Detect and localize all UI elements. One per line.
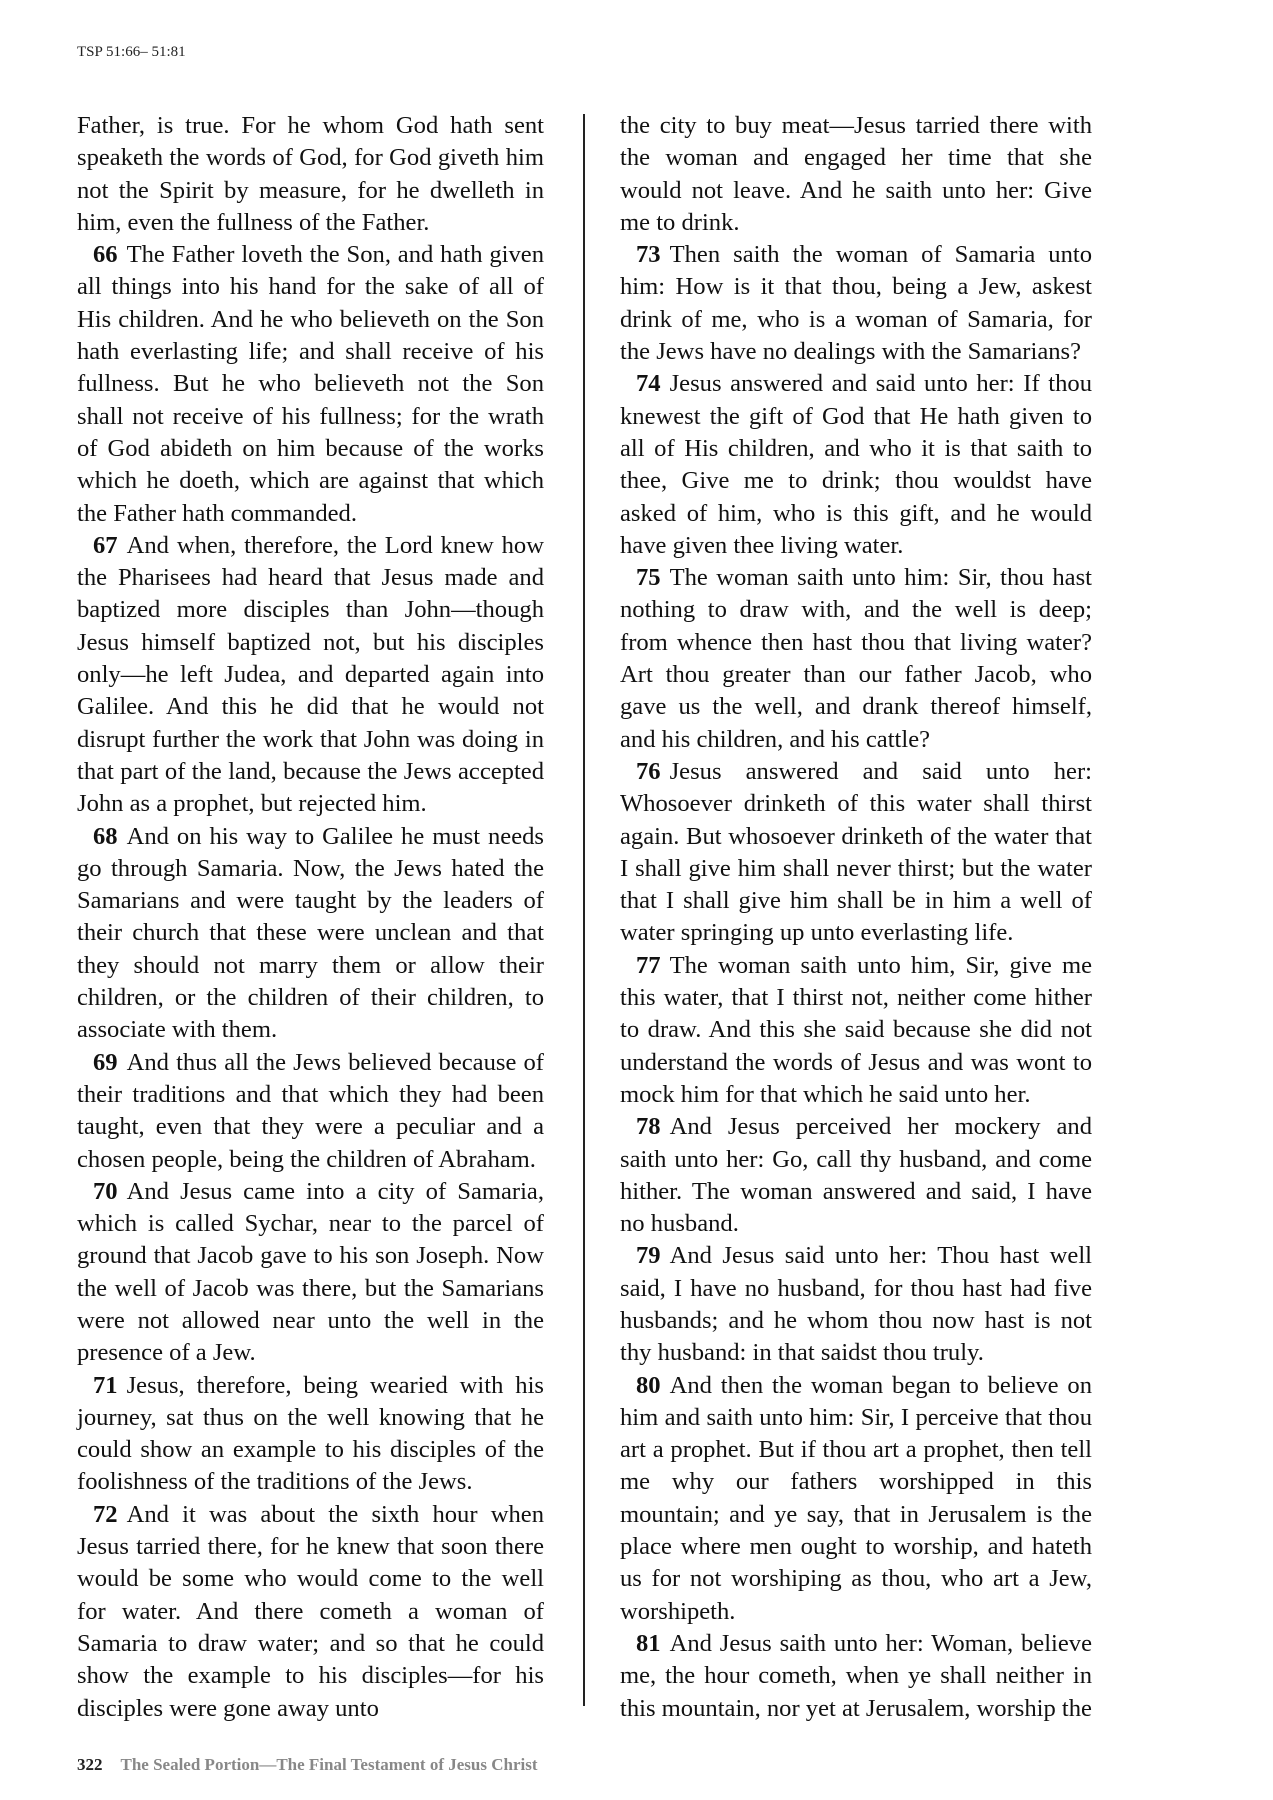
verse-number: 77 (636, 951, 661, 979)
verse (620, 756, 1092, 950)
verse-text: And Jesus said unto her: Thou hast well said, I have no husband, for thou hast had five husbands; and he whom thou now hast is not thy husband: in that saidst thou truly. (620, 1242, 1092, 1367)
verse-text: Jesus answered and said unto her: Whosoever drinketh of this water shall thirst again. But whosoever drinketh of the water that I shall give him shall never thirst; but the water that I shall give him shall be in him a well of water springing up unto everlasting life. (620, 757, 1092, 947)
right-column (620, 110, 1092, 1725)
verse (620, 950, 1092, 1111)
verse (77, 1499, 544, 1725)
verse-number: 68 (93, 822, 118, 850)
continuation-text: Father, is true. For he whom God hath sent speaketh the words of God, for God giveth him not the Spirit by measure, for he dwelleth in him, even the fullness of the Father. (77, 112, 544, 236)
verse-number: 80 (636, 1371, 661, 1399)
verse (77, 1047, 544, 1176)
verse-number: 67 (93, 531, 118, 559)
running-head: TSP 51:66– 51:81 (77, 44, 186, 60)
verse-number: 73 (636, 241, 661, 269)
verse-text: The woman saith unto him: Sir, thou hast nothing to draw with, and the well is deep; from whence then hast thou that living water? Art thou greater than our father Jacob, who gave us the well, and drank thereof himself, and his children, and his cattle? (620, 564, 1092, 753)
verse (77, 530, 544, 821)
verse (620, 1370, 1092, 1628)
verse (77, 1176, 544, 1370)
verse (620, 239, 1092, 368)
verse-number: 72 (93, 1500, 118, 1528)
verse (620, 368, 1092, 562)
verse (77, 821, 544, 1047)
verse-text: And when, therefore, the Lord knew how the Pharisees had heard that Jesus made and baptized more disciples than John—though Jesus himself baptized not, but his disciples only—he left Judea, and departed again into Galilee. And this he did that he would not disrupt further the work that John was doing in that part of the land, because the Jews accepted John as a prophet, but rejected him. (77, 531, 544, 818)
book-title: The Sealed Portion—The Final Testament of Jesus Christ (120, 1755, 538, 1774)
verse-text: And Jesus saith unto her: Woman, believe me, the hour cometh, when ye shall neither in this mountain, nor yet at Jerusalem, worship the (620, 1629, 1092, 1722)
page-footer (77, 1755, 538, 1775)
verse-text: And then the woman began to believe on him and saith unto him: Sir, I perceive that thou art a prophet. But if thou art a prophet, then tell me why our fathers worshipped in this mountain; and ye say, that in Jerusalem is the place where men ought to worship, and hateth us for not worshiping as thou, who art a Jew, worshipeth. (620, 1371, 1092, 1625)
verse-number: 70 (93, 1177, 118, 1205)
verse (620, 1240, 1092, 1369)
verse-text: And thus all the Jews believed because of their traditions and that which they had been taught, even that they were a peculiar and a chosen people, being the children of Abraham. (77, 1048, 544, 1173)
verse-number: 74 (636, 370, 661, 398)
verse-number: 81 (636, 1629, 661, 1657)
column-divider (583, 114, 585, 1706)
verse-number: 66 (93, 241, 118, 269)
continuation-text: the city to buy meat—Jesus tarried there with the woman and engaged her time that she would not leave. And he saith unto her: Give me to drink. (620, 112, 1092, 236)
verse-number: 76 (636, 757, 661, 785)
verse-text: And on his way to Galilee he must needs go through Samaria. Now, the Jews hated the Samarians and were taught by the leaders of their church that these were unclean and that they should not marry them or allow their children, or the children of their children, to associate with them. (77, 822, 544, 1044)
verse-number: 71 (93, 1371, 118, 1399)
verse (620, 1111, 1092, 1240)
verse (620, 1628, 1092, 1725)
verse-text: The woman saith unto him, Sir, give me this water, that I thirst not, neither come hither to draw. And this she said because she did not understand the words of Jesus and was wont to mock him for that which he said unto her. (620, 951, 1092, 1108)
verse-text: Jesus answered and said unto her: If thou knewest the gift of God that He hath given to all of His children, and who it is that saith to thee, Give me to drink; thou wouldst have asked of him, who is this gift, and he would have given thee living water. (620, 370, 1092, 559)
left-column (77, 110, 544, 1725)
verse-text: And Jesus came into a city of Samaria, which is called Sychar, near to the parcel of ground that Jacob gave to his son Joseph. Now the well of Jacob was there, but the Samarians were not allowed near unto the well in the presence of a Jew. (77, 1177, 544, 1367)
verse-number: 79 (636, 1242, 661, 1270)
verse-number: 69 (93, 1048, 118, 1076)
verse (77, 239, 544, 530)
verse (77, 1370, 544, 1499)
verse-number: 75 (636, 564, 661, 592)
verse-number: 78 (636, 1113, 661, 1141)
verse (620, 562, 1092, 756)
verse-text: And Jesus perceived her mockery and saith unto her: Go, call thy husband, and come hither. The woman answered and said, I have no husband. (620, 1113, 1092, 1238)
verse-text: Jesus, therefore, being wearied with his journey, sat thus on the well knowing that he could show an example to his disciples of the foolishness of the traditions of the Jews. (77, 1371, 544, 1496)
page-number: 322 (77, 1755, 103, 1774)
verse-text: And it was about the sixth hour when Jesus tarried there, for he knew that soon there would be some who would come to the well for water. And there cometh a woman of Samaria to draw water; and so that he could show the example to his disciples—for his disciples were gone away unto (77, 1500, 544, 1722)
verse-text: The Father loveth the Son, and hath given all things into his hand for the sake of all of His children. And he who believeth on the Son hath everlasting life; and shall receive of his fullness. But he who believeth not the Son shall not receive of his fullness; for the wrath of God abideth on him because of the works which he doeth, which are against that which the Father hath commanded. (77, 241, 544, 527)
verse-text: Then saith the woman of Samaria unto him: How is it that thou, being a Jew, askest drink of me, who is a woman of Samaria, for the Jews have no dealings with the Samarians? (620, 241, 1092, 366)
